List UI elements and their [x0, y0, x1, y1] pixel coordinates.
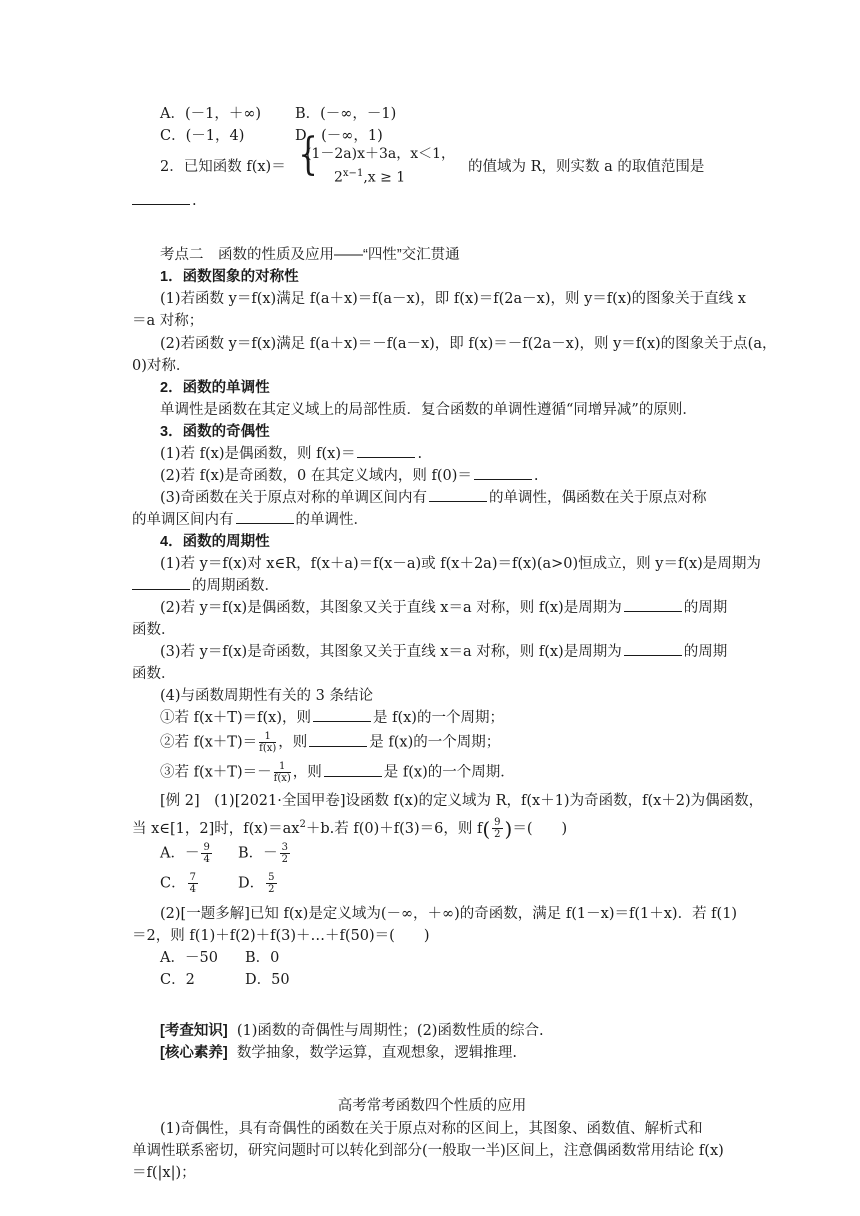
ex2-option-c: C．	[160, 875, 186, 892]
q2-prefix: 2．已知函数 f(x)＝	[160, 159, 286, 175]
fraction-numerator: 7	[189, 872, 196, 883]
ex2-q2-option-a: A．－50	[160, 950, 218, 966]
heading-parity: 3．函数的奇偶性	[160, 424, 270, 440]
period-3c: 函数．	[132, 666, 176, 682]
q1-option-a: A．(－1，＋∞)	[160, 106, 262, 122]
ex2-q2-line-1: (2)[一题多解]已知 f(x)是定义域为(－∞，＋∞)的奇函数，满足 f(1－x)＝f(1＋x)．若 f(1)	[160, 906, 738, 922]
answer-blank	[309, 732, 367, 747]
fraction-denominator: 4	[203, 854, 210, 865]
fraction	[259, 731, 276, 754]
piecewise-case-2	[334, 168, 405, 186]
conclusion-1-text: ①若 f(x＋T)＝f(x)，则	[160, 710, 311, 726]
parity-3-text-a: (3)奇函数在关于原点对称的单调区间内有	[160, 490, 428, 506]
period-3a-text: (3)若 y＝f(x)是奇函数，其图象又关于直线 x＝a 对称，则 f(x)是周期为	[160, 644, 622, 660]
fraction-numerator: 1	[274, 761, 291, 773]
period-2b-text: 的周期	[683, 600, 728, 616]
ex2-options-row-2	[160, 872, 760, 895]
ex2-q2-option-d: D．50	[245, 972, 290, 988]
parity-3-text-c: 的单调区间内有	[132, 512, 234, 528]
ex2-q2-option-c: C．2	[160, 972, 195, 988]
answer-blank	[132, 190, 190, 205]
section-title: 考点二 函数的性质及应用——“四性”交汇贯通	[160, 247, 460, 263]
period-2a-text: (2)若 y＝f(x)是偶函数，其图象又关于直线 x＝a 对称，则 f(x)是周期为	[160, 600, 622, 616]
application-title: 高考常考函数四个性质的应用	[337, 1098, 527, 1114]
conclusion-1	[160, 707, 760, 729]
conclusion-2-mid: ，则	[278, 734, 308, 751]
q2-end: .	[192, 193, 197, 209]
fraction-numerator: 5	[268, 872, 275, 883]
period-3b-text: 的周期	[683, 644, 728, 660]
ex2-q2-options-row-1	[160, 947, 760, 969]
answer-blank	[324, 762, 382, 777]
symmetry-p1b: ＝a 对称；	[132, 313, 204, 329]
monotonicity-text: 单调性是函数在其定义域上的局部性质．复合函数的单调性遵循“同增异减”的原则．	[160, 402, 697, 418]
answer-blank	[132, 575, 190, 590]
symmetry-p2a: (2)若函数 y＝f(x)满足 f(a＋x)＝－f(a－x)，即 f(x)＝－f(2a－x)，则 y＝f(x)的图象关于点(a，	[160, 336, 777, 352]
period-4: (4)与函数周期性有关的 3 条结论	[160, 688, 373, 704]
knowledge-text: (1)函数的奇偶性与周期性；(2)函数性质的综合.	[236, 1023, 544, 1039]
q1-option-b: B．(－∞，－1)	[295, 106, 397, 122]
conclusion-3-end: 是 f(x)的一个周期．	[383, 764, 515, 781]
period-1b-text: 的周期函数．	[192, 578, 279, 594]
fraction-denominator: f(x)	[259, 743, 277, 754]
fraction	[492, 817, 502, 840]
application-p1: (1)奇偶性，具有奇偶性的函数在关于原点对称的区间上，其图象、函数值、解析式和	[160, 1121, 703, 1137]
q1-option-d: D．(－∞，1)	[295, 128, 383, 144]
period-3a	[160, 641, 760, 663]
conclusion-1-end: 是 f(x)的一个周期；	[373, 710, 504, 726]
period-1a: (1)若 y＝f(x)对 x∈R，f(x＋a)＝f(x－a)或 f(x＋2a)＝f(x)(a>0)恒成立，则 y＝f(x)是周期为	[160, 556, 761, 572]
example-2-line-2	[132, 814, 732, 840]
ex2-option-d: D．	[238, 875, 265, 892]
conclusion-3	[160, 761, 760, 784]
parity-2: (2)若 f(x)是奇函数，0 在其定义域内，则 f(0)＝ .	[160, 465, 760, 487]
answer-blank	[429, 487, 487, 502]
period-1b	[132, 575, 732, 597]
parity-3-text-b: 的单调性，偶函数在关于原点对称	[489, 490, 707, 506]
ex2-text-a: 当 x∈[1，2]时，f(x)＝ax	[132, 820, 300, 837]
ex2-q2-option-b: B．0	[245, 950, 280, 966]
ex2-options-row-1	[160, 842, 760, 865]
parity-3b	[132, 509, 732, 531]
conclusion-2-end: 是 f(x)的一个周期；	[369, 734, 501, 751]
fraction-numerator: 9	[203, 842, 210, 853]
ex2-option-a: A．－	[160, 845, 200, 862]
fraction-denominator: f(x)	[273, 773, 291, 784]
answer-blank	[474, 465, 532, 480]
literacy-label: [核心素养]	[160, 1045, 228, 1061]
application-p3: ＝f(|x|)；	[132, 1165, 196, 1181]
q1-options-row-1	[160, 103, 760, 125]
literacy-line	[160, 1042, 760, 1064]
application-p2: 单调性联系密切，研究问题时可以转化到部分(一般取一半)区间上，注意偶函数常用结论 f(x)	[132, 1143, 724, 1159]
period-2c: 函数．	[132, 622, 176, 638]
fraction-numerator: 3	[281, 842, 289, 853]
conclusion-2	[160, 731, 760, 754]
piecewise-case-1: (1－2a)x＋3a，x＜1，	[306, 146, 456, 162]
fraction-numerator: 1	[259, 731, 276, 743]
paren-right: )	[504, 816, 513, 841]
conclusion-3-text: ③若 f(x＋T)＝－	[160, 764, 272, 781]
ex2-q2-options-row-2	[160, 969, 760, 991]
parity-3a	[160, 487, 760, 509]
ex2-text-b: ＋b.若 f(0)＋f(3)＝6，则 f	[305, 820, 483, 837]
heading-symmetry: 1．函数图象的对称性	[160, 269, 299, 285]
answer-blank	[357, 443, 415, 458]
knowledge-line	[160, 1020, 760, 1042]
parity-1: (1)若 f(x)是偶函数，则 f(x)＝ .	[160, 443, 760, 465]
fraction	[274, 761, 291, 784]
ex2-text-c: ＝( )	[512, 820, 568, 837]
parity-2-text: (2)若 f(x)是奇函数，0 在其定义域内，则 f(0)＝	[160, 468, 472, 484]
fraction	[201, 842, 211, 865]
ex2-option-b: B．－	[238, 845, 278, 862]
parity-3-text-d: 的单调性．	[295, 512, 368, 528]
piecewise-exponent: x−1	[342, 168, 364, 179]
ex2-option-b-wrap	[238, 842, 292, 865]
ex2-option-d-wrap	[238, 872, 279, 895]
q2-suffix: 的值域为 R，则实数 a 的取值范围是	[468, 159, 705, 175]
piecewise-brace: {	[298, 129, 318, 180]
q1-option-c: C．(－1，4)	[160, 128, 245, 144]
fraction	[280, 842, 290, 865]
answer-blank	[313, 707, 371, 722]
symmetry-p2b: 0)对称．	[132, 358, 191, 374]
fraction-denominator: 4	[189, 884, 196, 895]
period-2a	[160, 597, 760, 619]
answer-blank	[236, 509, 294, 524]
fraction	[266, 872, 276, 895]
literacy-text: 数学抽象，数学运算，直观想象，逻辑推理.	[236, 1045, 517, 1061]
ex2-superscript: 2	[299, 819, 306, 830]
fraction-denominator: 2	[268, 884, 275, 895]
conclusion-3-mid: ，则	[292, 764, 322, 781]
conclusion-2-text: ②若 f(x＋T)＝	[160, 734, 258, 751]
answer-blank	[624, 597, 682, 612]
fraction-numerator: 9	[494, 817, 501, 829]
heading-periodicity: 4．函数的周期性	[160, 534, 270, 550]
fraction	[188, 872, 198, 895]
symmetry-p1a: (1)若函数 y＝f(x)满足 f(a＋x)＝f(a－x)，即 f(x)＝f(2a－x)，则 y＝f(x)的图象关于直线 x	[160, 291, 746, 307]
example-2-line-1: [例 2] (1)[2021·全国甲卷]设函数 f(x)的定义域为 R，f(x＋1)为奇函数，f(x＋2)为偶函数，	[160, 793, 764, 809]
q2-answer-line	[132, 190, 732, 212]
fraction-denominator: 2	[281, 854, 289, 865]
heading-monotonicity: 2．函数的单调性	[160, 380, 270, 396]
piecewise-base: 2	[334, 169, 343, 186]
knowledge-label: [考查知识]	[160, 1023, 228, 1039]
piecewise-condition: ,x ≥ 1	[363, 169, 406, 186]
fraction-denominator: 2	[494, 829, 501, 841]
parity-1-text: (1)若 f(x)是偶函数，则 f(x)＝	[160, 446, 356, 462]
ex2-q2-line-2: ＝2，则 f(1)＋f(2)＋f(3)＋…＋f(50)＝( )	[132, 928, 430, 944]
answer-blank	[624, 641, 682, 656]
paren-left: (	[482, 816, 491, 841]
